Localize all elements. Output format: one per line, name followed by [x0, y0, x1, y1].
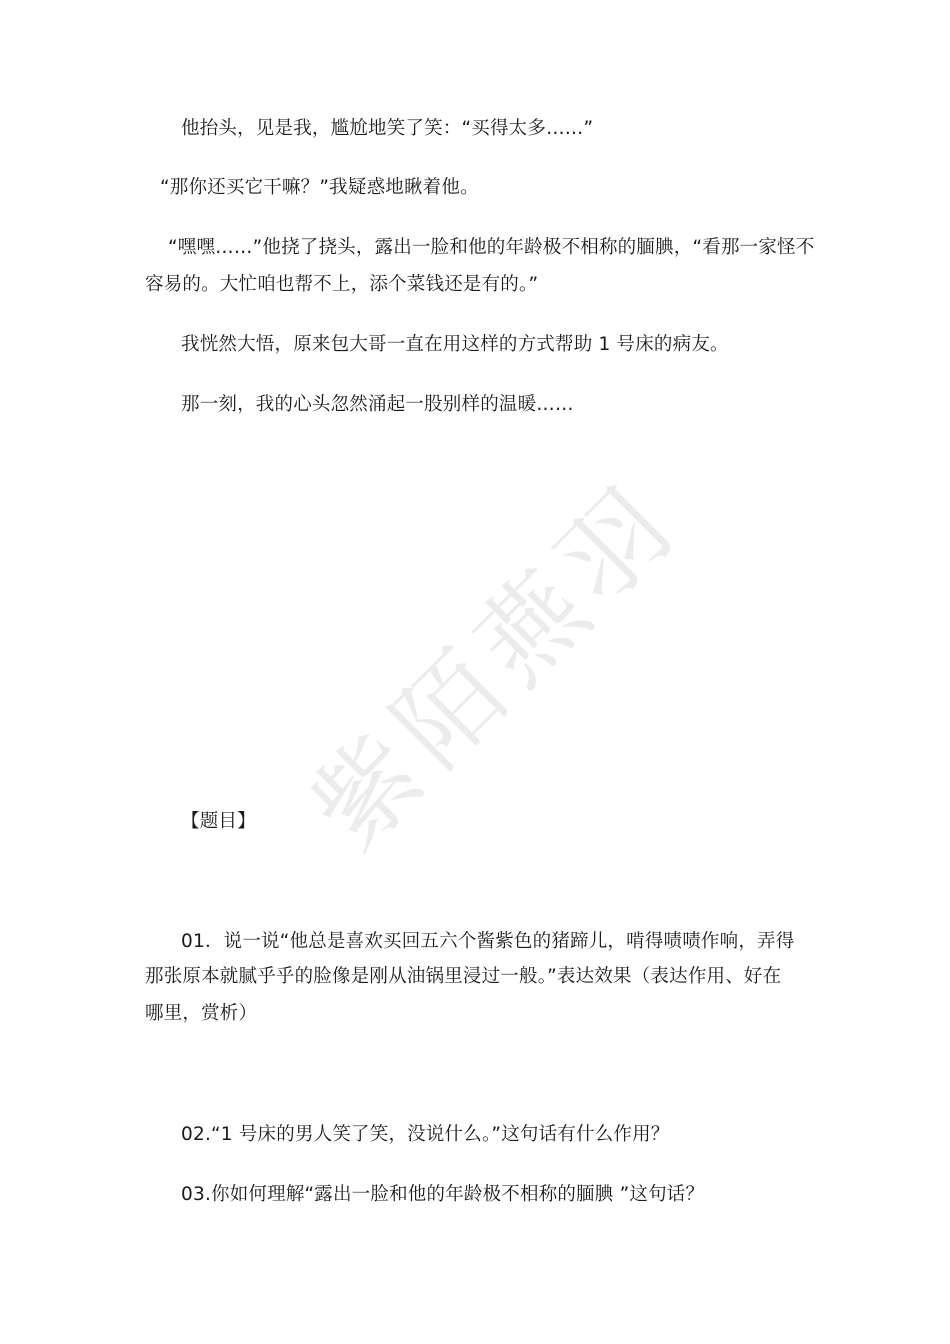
- story-paragraph-3-line-2: 容易的。大忙咱也帮不上，添个菜钱还是有的。”: [145, 274, 539, 295]
- question-1-line-2: 那张原本就腻乎乎的脸像是刚从油锅里浸过一般。”表达效果（表达作用、好在: [145, 966, 782, 987]
- question-2: 02.“1 号床的男人笑了笑，没说什么。”这句话有什么作用？: [181, 1124, 670, 1145]
- question-1-line-1: 01．说一说“他总是喜欢买回五六个酱紫色的猪蹄儿，啃得啧啧作响，弄得: [181, 931, 795, 952]
- questions-heading: 【题目】: [181, 811, 256, 832]
- story-paragraph-4: 我恍然大悟，原来包大哥一直在用这样的方式帮助 1 号床的病友。: [181, 334, 729, 355]
- story-paragraph-2: “那你还买它干嘛？”我疑惑地瞅着他。: [160, 177, 479, 198]
- question-1-line-3: 哪里，赏析）: [145, 1003, 258, 1024]
- story-paragraph-3-line-1: “嘿嘿……”他挠了挠头，露出一脸和他的年龄极不相称的腼腆，“看那一家怪不: [168, 237, 815, 258]
- story-paragraph-5: 那一刻，我的心头忽然涌起一股别样的温暖……: [181, 394, 574, 415]
- watermark: 紫陌燕羽: [287, 457, 703, 873]
- story-paragraph-1: 他抬头，见是我，尴尬地笑了笑：“买得太多……”: [181, 118, 594, 139]
- question-3: 03.你如何理解“露出一脸和他的年龄极不相称的腼腆 ”这句话？: [181, 1184, 705, 1205]
